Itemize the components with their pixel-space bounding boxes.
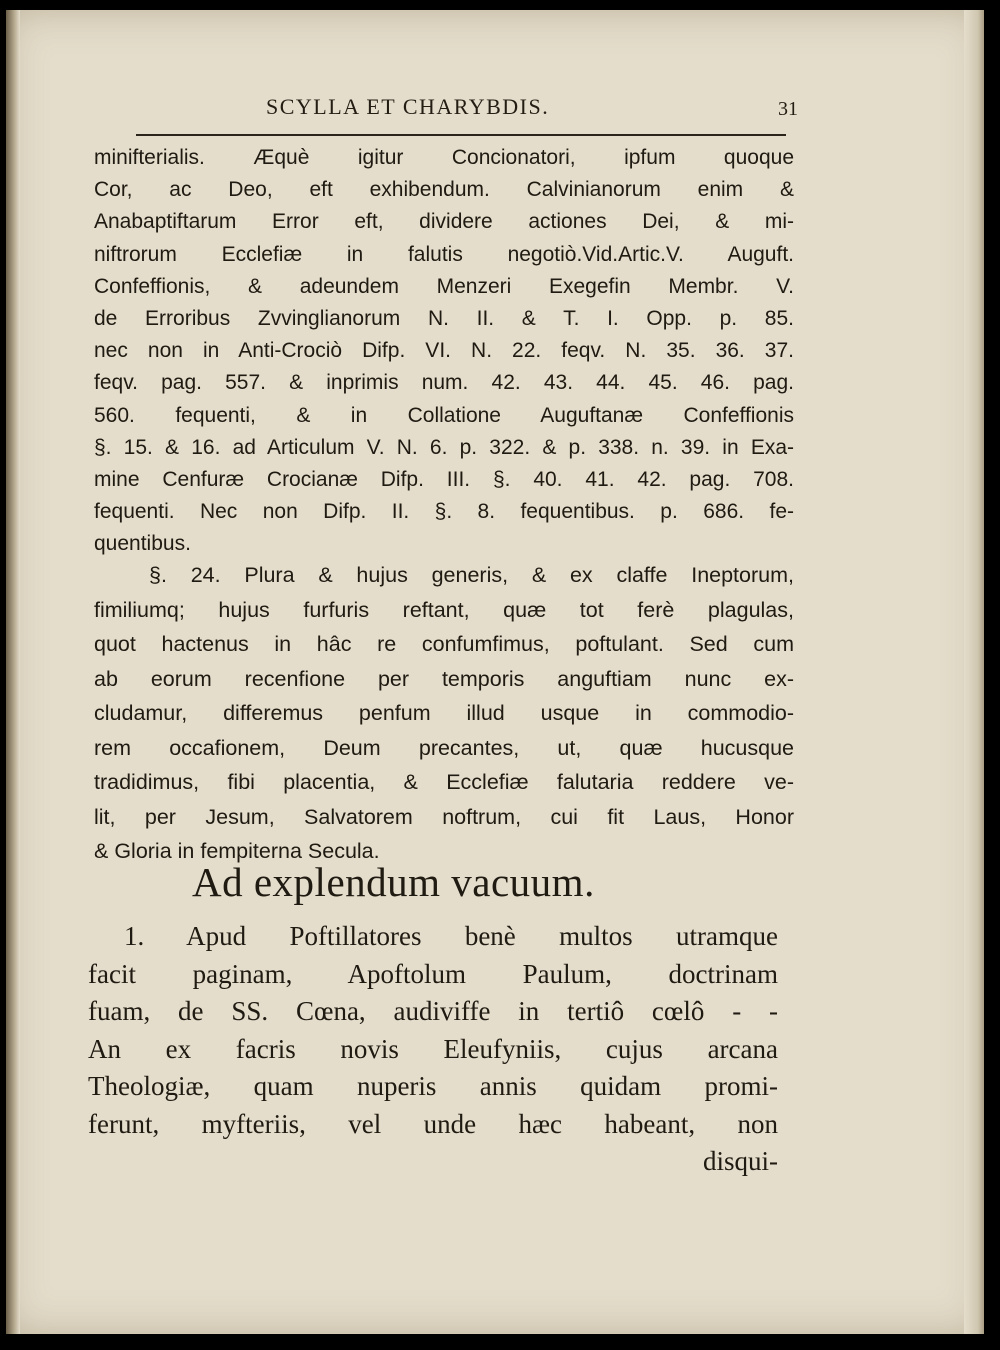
text-line: Cor, ac Deo, eft exhibendum. Calvinianorum enim &	[94, 178, 794, 202]
text-line: §. 15. & 16. ad Articulum V. N. 6. p. 322. & p. 338. n. 39. in Exa-	[94, 435, 794, 459]
text-line: mine Cenfuræ Crocianæ Difp. III. §. 40. 41. 42. pag. 708.	[94, 468, 794, 492]
text-line: tradidimus, fibi placentia, & Ecclefiæ falutaria reddere ve-	[94, 770, 794, 794]
text-line: niftrorum Ecclefiæ in falutis negotiò.Vid.Artic.V. Auguft.	[94, 242, 794, 266]
text-line: nec non in Anti-Crociò Difp. VI. N. 22. feqv. N. 35. 36. 37.	[94, 339, 794, 363]
text-line: feqv. pag. 557. & inprimis num. 42. 43. 44. 45. 46. pag.	[94, 371, 794, 395]
paragraph-section-24	[94, 558, 794, 869]
paragraph-references	[94, 142, 794, 561]
text-line: de Erroribus Zvvinglianorum N. II. & T. I. Opp. p. 85.	[94, 307, 794, 331]
text-line: fequenti. Nec non Difp. II. §. 8. fequentibus. p. 686. fe-	[94, 500, 794, 524]
text-line: 1. Apud Poftillatores benè multos utramque	[124, 921, 778, 951]
catchword: disqui-	[702, 1146, 778, 1176]
text-line: 560. fequenti, & in Collatione Auguftanæ Confeffionis	[94, 403, 794, 427]
page-number: 31	[778, 98, 798, 120]
text-line: rem occafionem, Deum precantes, ut, quæ hucusque	[94, 735, 794, 760]
text-line: §. 24. Plura & hujus generis, & ex claffe Ineptorum,	[149, 563, 794, 587]
text-line: ab eorum recenfione per temporis anguftiam nunc ex-	[94, 666, 794, 691]
text-line: Confeffionis, & adeundem Menzeri Exegefin Membr. V.	[94, 274, 794, 298]
running-title: SCYLLA ET CHARYBDIS.	[266, 94, 550, 119]
page-header	[106, 88, 798, 138]
text-line: quentibus.	[94, 532, 191, 556]
section-heading: Ad explendum vacuum.	[192, 859, 595, 905]
text-line: lit, per Jesum, Salvatorem noftrum, cui fit Laus, Honor	[94, 804, 794, 829]
text-line: cludamur, differemus penfum illud usque in commodio-	[94, 701, 794, 725]
text-line: fuam, de SS. Cœna, audiviffe in tertiô cœlô - -	[88, 996, 778, 1026]
text-line: facit paginam, Apoftolum Paulum, doctrinam	[88, 958, 778, 989]
page-right-edge	[964, 10, 984, 1334]
text-line: ferunt, myfteriis, vel unde hæc habeant, non	[88, 1108, 778, 1139]
text-line: & Gloria in fempiterna Secula.	[94, 839, 380, 863]
text-line: quot hactenus in hâc re confumfimus, poftulant. Sed cum	[94, 632, 794, 656]
text-line: Theologiæ, quam nuperis annis quidam promi-	[88, 1071, 778, 1101]
text-line: An ex facris novis Eleufyniis, cujus arcana	[88, 1033, 778, 1064]
text-line: Anabaptiftarum Error eft, dividere actiones Dei, & mi-	[94, 210, 794, 234]
header-rule	[136, 134, 786, 136]
book-page	[6, 10, 984, 1334]
paragraph-vacuum	[88, 918, 778, 1181]
text-line: minifterialis. Æquè igitur Concionatori, ipfum quoque	[94, 146, 794, 169]
text-line: fimiliumq; hujus furfuris reftant, quæ tot ferè plagulas,	[94, 597, 794, 622]
page-left-edge	[6, 10, 20, 1334]
